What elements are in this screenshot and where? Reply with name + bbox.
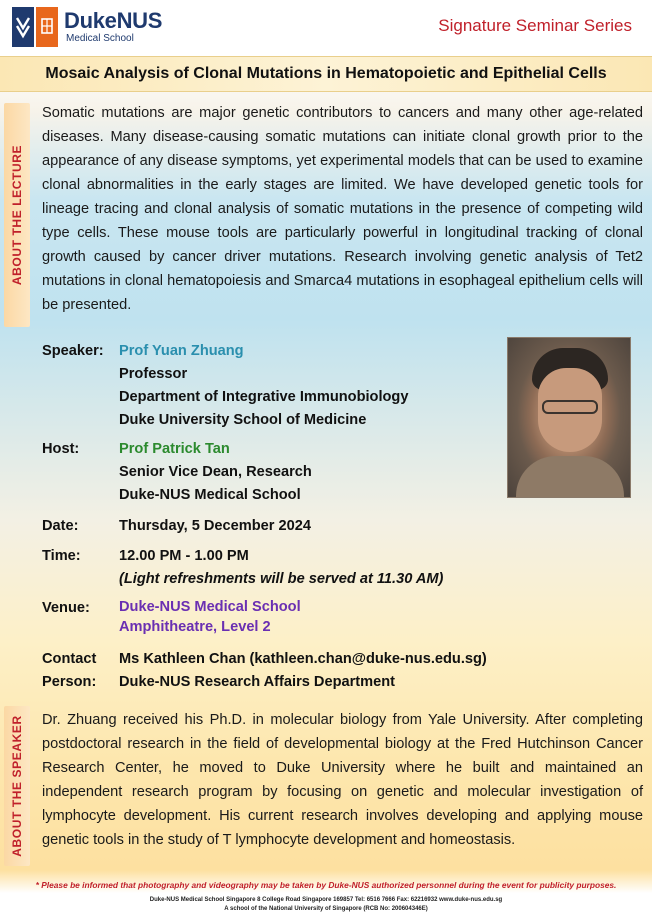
host-name: Prof Patrick Tan xyxy=(119,441,230,457)
speaker-institution: Duke University School of Medicine xyxy=(119,412,367,428)
lecture-abstract: Somatic mutations are major genetic contributors to cancers and many other age-related diseases. Many disease-causing somatic mutations can initiate clonal growth prior to the appearance of any disease symptoms, yet experimental models that can be used to examine clonal abnormalities in the early stages are limited. We have developed genetic tools for lineage tracing and clonal analysis of somatic mutations in the presence of competing wild type cells. These mouse tools are particularly powerful in longitudinal tracking of clonal growth caused by cancer driver mutations. Research involving genetic analysis of Tet2 mutations in clonal hematopoiesis and Smarca4 mutations in esophageal epithelium cells will be presented. xyxy=(42,105,643,313)
date-label: Date: xyxy=(42,518,79,534)
contact-label: Contact xyxy=(42,651,97,667)
about-speaker-tab xyxy=(4,706,30,866)
venue-line-1: Duke-NUS Medical School xyxy=(119,599,301,615)
logo-wordmark: DukeNUS xyxy=(64,8,163,33)
lecture-title: Mosaic Analysis of Clonal Mutations in Hematopoietic and Epithelial Cells xyxy=(45,65,607,82)
photography-disclaimer: * Please be informed that photography and videography may be taken by Duke-NUS authorized personnel during the event for publicity purposes. xyxy=(35,880,617,890)
host-institution: Duke-NUS Medical School xyxy=(119,487,301,503)
time-value: 12.00 PM - 1.00 PM xyxy=(119,548,249,564)
about-speaker-label: ABOUT THE SPEAKER xyxy=(10,715,25,857)
date-value: Thursday, 5 December 2024 xyxy=(119,518,311,534)
refreshments-note: (Light refreshments will be served at 11.30 AM) xyxy=(119,571,444,587)
contact-name-email[interactable]: Ms Kathleen Chan (kathleen.chan@duke-nus.edu.sg) xyxy=(119,651,487,667)
speaker-label: Speaker: xyxy=(42,343,104,359)
speaker-title: Professor xyxy=(119,366,188,382)
logo-subtitle: Medical School xyxy=(66,33,134,44)
title-banner xyxy=(0,56,652,92)
venue-line-2: Amphitheatre, Level 2 xyxy=(119,619,271,635)
footer xyxy=(0,896,652,914)
about-lecture-label: ABOUT THE LECTURE xyxy=(10,144,25,286)
duke-shield-icon xyxy=(12,7,34,47)
speaker-department: Department of Integrative Immunobiology xyxy=(119,389,409,405)
duke-nus-logo[interactable] xyxy=(12,6,162,48)
nus-crest-icon xyxy=(36,7,58,47)
footer-address: Duke-NUS Medical School Singapore 8 College Road Singapore 169857 Tel: 6516 7666 Fax: 62216932 www.duke-nus.edu.sg xyxy=(149,897,503,903)
host-label: Host: xyxy=(42,441,80,457)
series-title: Signature Seminar Series xyxy=(438,16,632,35)
speaker-bio: Dr. Zhuang received his Ph.D. in molecular biology from Yale University. After completing postdoctoral research in the field of developmental biology at the Fred Hutchinson Cancer Research Center, he moved to Duke University where he built and maintained an independent research program by focusing on genetic and molecular investigation of lymphocyte development. His current research involves developing and applying mouse genetic tools in the study of T lymphocyte development and homeostasis. xyxy=(42,712,643,848)
contact-department: Duke-NUS Research Affairs Department xyxy=(119,674,396,690)
venue-label: Venue: xyxy=(42,600,90,616)
footer-affiliation: A school of the National University of Singapore (RCB No: 200604346E) xyxy=(224,906,428,912)
time-label: Time: xyxy=(42,548,81,564)
speaker-photo xyxy=(507,337,631,498)
about-lecture-tab xyxy=(4,103,30,327)
header xyxy=(0,0,652,56)
person-label: Person: xyxy=(42,674,97,690)
host-title: Senior Vice Dean, Research xyxy=(119,464,312,480)
speaker-name: Prof Yuan Zhuang xyxy=(119,343,244,359)
